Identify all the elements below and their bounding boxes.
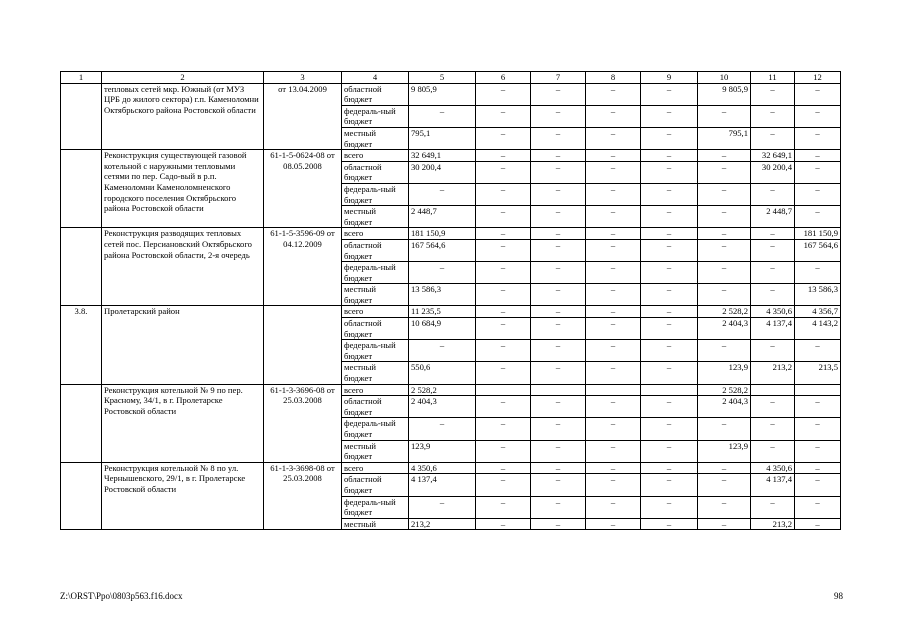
table-row (61, 306, 841, 318)
amount-cell: – (698, 474, 751, 496)
amount-cell: – (586, 239, 641, 261)
amount-cell: 4 137,4 (751, 318, 795, 340)
funding-source: всего (342, 306, 409, 318)
funding-source: местный бюджет (342, 362, 409, 384)
amount-cell: – (476, 262, 531, 284)
column-number: 11 (751, 72, 795, 84)
funding-source: всего (342, 462, 409, 474)
amount-cell: 30 200,4 (409, 161, 476, 183)
funding-source: всего (342, 384, 409, 396)
amount-cell: – (698, 340, 751, 362)
funding-source: всего (342, 228, 409, 240)
amount-cell: – (531, 340, 586, 362)
amount-cell: – (698, 228, 751, 240)
amount-cell: – (586, 318, 641, 340)
amount-cell: – (476, 161, 531, 183)
amount-cell: – (795, 474, 841, 496)
amount-cell: – (531, 228, 586, 240)
funding-source: местный бюджет (342, 284, 409, 306)
funding-source: местный бюджет (342, 206, 409, 228)
funding-source: областной бюджет (342, 161, 409, 183)
column-number: 3 (264, 72, 342, 84)
amount-cell: 2 404,3 (698, 396, 751, 418)
amount-cell: – (641, 418, 698, 440)
amount-cell: – (751, 440, 795, 462)
amount-cell: – (531, 474, 586, 496)
amount-cell: 181 150,9 (795, 228, 841, 240)
amount-cell: – (531, 496, 586, 518)
amount-cell: 2 528,2 (698, 384, 751, 396)
amount-cell: – (586, 418, 641, 440)
amount-cell: 4 350,6 (751, 462, 795, 474)
amount-cell: – (751, 239, 795, 261)
amount-cell: – (586, 284, 641, 306)
amount-cell: – (476, 127, 531, 149)
amount-cell (795, 384, 841, 396)
amount-cell: – (531, 462, 586, 474)
amount-cell: – (586, 183, 641, 205)
funding-source: федераль-ный бюджет (342, 340, 409, 362)
amount-cell: – (641, 127, 698, 149)
amount-cell: – (795, 161, 841, 183)
amount-cell: – (586, 362, 641, 384)
amount-cell: – (795, 496, 841, 518)
amount-cell: – (641, 284, 698, 306)
column-number: 6 (476, 72, 531, 84)
amount-cell: 32 649,1 (751, 150, 795, 162)
amount-cell: – (751, 105, 795, 127)
amount-cell: – (698, 518, 751, 530)
amount-cell: 2 404,3 (698, 318, 751, 340)
amount-cell: 213,2 (409, 518, 476, 530)
amount-cell: – (531, 318, 586, 340)
column-number: 2 (102, 72, 264, 84)
funding-source: федераль-ный бюджет (342, 105, 409, 127)
amount-cell: – (795, 206, 841, 228)
amount-cell: – (409, 183, 476, 205)
amount-cell: 2 528,2 (409, 384, 476, 396)
amount-cell: 4 350,6 (409, 462, 476, 474)
amount-cell: – (795, 105, 841, 127)
amount-cell: – (531, 518, 586, 530)
section-number (61, 384, 102, 462)
amount-cell: – (795, 396, 841, 418)
amount-cell: – (476, 396, 531, 418)
amount-cell: – (641, 83, 698, 105)
amount-cell (641, 384, 698, 396)
amount-cell: – (698, 183, 751, 205)
amount-cell: – (795, 127, 841, 149)
amount-cell: 213,2 (751, 518, 795, 530)
amount-cell: – (641, 474, 698, 496)
amount-cell: 2 448,7 (409, 206, 476, 228)
amount-cell: – (531, 127, 586, 149)
amount-cell (586, 384, 641, 396)
amount-cell: – (641, 206, 698, 228)
amount-cell: 30 200,4 (751, 161, 795, 183)
amount-cell: 167 564,6 (795, 239, 841, 261)
amount-cell: – (476, 418, 531, 440)
amount-cell: 32 649,1 (409, 150, 476, 162)
funding-source: федераль-ный бюджет (342, 496, 409, 518)
amount-cell: – (641, 462, 698, 474)
amount-cell: 123,9 (698, 362, 751, 384)
section-number (61, 462, 102, 530)
amount-cell: – (795, 183, 841, 205)
funding-source: областной бюджет (342, 474, 409, 496)
amount-cell: – (751, 228, 795, 240)
funding-source: областной бюджет (342, 239, 409, 261)
amount-cell: – (531, 239, 586, 261)
amount-cell: – (641, 150, 698, 162)
funding-source: областной бюджет (342, 318, 409, 340)
amount-cell: 213,2 (751, 362, 795, 384)
amount-cell: – (476, 150, 531, 162)
amount-cell: – (476, 284, 531, 306)
amount-cell: – (795, 340, 841, 362)
funding-source: федераль-ный бюджет (342, 183, 409, 205)
amount-cell: 4 356,7 (795, 306, 841, 318)
amount-cell: – (476, 340, 531, 362)
project-document-number: 61-1-5-3596-09 от 04.12.2009 (264, 228, 342, 306)
amount-cell: – (476, 105, 531, 127)
project-name: Реконструкция существующей газовой котельной с наружными тепловыми сетями по пер. Садо-вый в р.п. Каменоломни Каменоломненского городского поселения Октябрьского района Ростовской области (102, 150, 264, 228)
amount-cell: – (409, 105, 476, 127)
amount-cell: – (795, 440, 841, 462)
amount-cell: 2 448,7 (751, 206, 795, 228)
amount-cell: – (751, 496, 795, 518)
amount-cell: – (698, 239, 751, 261)
project-document-number: 61-1-3-3696-08 от 25.03.2008 (264, 384, 342, 462)
amount-cell: – (751, 83, 795, 105)
amount-cell: – (476, 474, 531, 496)
column-number: 8 (586, 72, 641, 84)
funding-source: местный бюджет (342, 127, 409, 149)
amount-cell: – (698, 206, 751, 228)
amount-cell: – (641, 239, 698, 261)
funding-source: федераль-ный бюджет (342, 418, 409, 440)
column-number: 9 (641, 72, 698, 84)
amount-cell: – (531, 284, 586, 306)
amount-cell: – (531, 105, 586, 127)
column-number: 5 (409, 72, 476, 84)
section-number: 3.8. (61, 306, 102, 384)
section-number (61, 150, 102, 228)
amount-cell: – (476, 318, 531, 340)
amount-cell: – (698, 105, 751, 127)
amount-cell: – (476, 183, 531, 205)
project-document-number: 61-1-5-0624-08 от 08.05.2008 (264, 150, 342, 228)
amount-cell: 213,5 (795, 362, 841, 384)
amount-cell: – (586, 396, 641, 418)
amount-cell: 167 564,6 (409, 239, 476, 261)
amount-cell: – (751, 284, 795, 306)
amount-cell: – (795, 418, 841, 440)
amount-cell (531, 384, 586, 396)
amount-cell: – (641, 440, 698, 462)
amount-cell (751, 384, 795, 396)
amount-cell: – (531, 161, 586, 183)
amount-cell: – (586, 462, 641, 474)
amount-cell: – (751, 418, 795, 440)
amount-cell: – (531, 362, 586, 384)
amount-cell (476, 384, 531, 396)
amount-cell: 9 805,9 (698, 83, 751, 105)
funding-source: всего (342, 150, 409, 162)
amount-cell: – (751, 183, 795, 205)
budget-table (60, 71, 841, 530)
amount-cell: – (698, 418, 751, 440)
amount-cell: – (751, 396, 795, 418)
amount-cell: – (476, 440, 531, 462)
footer-page-number: 98 (834, 591, 843, 601)
funding-source: федераль-ный бюджет (342, 262, 409, 284)
amount-cell: – (476, 306, 531, 318)
amount-cell: – (795, 262, 841, 284)
amount-cell: – (641, 183, 698, 205)
amount-cell: – (641, 228, 698, 240)
amount-cell: – (586, 150, 641, 162)
column-number-row (61, 72, 841, 84)
column-number: 10 (698, 72, 751, 84)
amount-cell: 4 143,2 (795, 318, 841, 340)
table-row (61, 150, 841, 162)
amount-cell: – (795, 462, 841, 474)
project-name: тепловых сетей мкр. Южный (от МУЗ ЦРБ до жилого сектора) г.п. Каменоломни Октябрьского района Ростовской области (102, 83, 264, 150)
funding-source: областной бюджет (342, 396, 409, 418)
amount-cell: – (476, 362, 531, 384)
amount-cell: – (476, 239, 531, 261)
amount-cell: 123,9 (409, 440, 476, 462)
amount-cell: – (641, 396, 698, 418)
amount-cell: – (586, 161, 641, 183)
amount-cell: – (476, 228, 531, 240)
project-document-number: от 13.04.2009 (264, 83, 342, 150)
amount-cell: – (586, 262, 641, 284)
amount-cell: – (476, 206, 531, 228)
amount-cell: – (409, 418, 476, 440)
amount-cell: – (751, 340, 795, 362)
column-number: 4 (342, 72, 409, 84)
amount-cell: 2 404,3 (409, 396, 476, 418)
project-name: Реконструкция котельной № 9 по пер. Красному, 34/1, в г. Пролетарске Ростовской области (102, 384, 264, 462)
amount-cell: – (531, 396, 586, 418)
amount-cell: 795,1 (409, 127, 476, 149)
amount-cell: 4 350,6 (751, 306, 795, 318)
amount-cell: – (409, 262, 476, 284)
column-number: 1 (61, 72, 102, 84)
amount-cell: – (586, 518, 641, 530)
amount-cell: 4 137,4 (751, 474, 795, 496)
funding-source: областной бюджет (342, 83, 409, 105)
amount-cell: – (586, 228, 641, 240)
amount-cell: – (751, 127, 795, 149)
amount-cell: – (531, 83, 586, 105)
amount-cell: 10 684,9 (409, 318, 476, 340)
amount-cell: – (586, 83, 641, 105)
amount-cell: – (698, 262, 751, 284)
amount-cell: – (531, 306, 586, 318)
footer-file-path: Z:\ORST\Ppo\0803p563.f16.docx (60, 591, 183, 601)
amount-cell: – (476, 83, 531, 105)
amount-cell: – (698, 284, 751, 306)
amount-cell: 795,1 (698, 127, 751, 149)
amount-cell: 181 150,9 (409, 228, 476, 240)
amount-cell: – (586, 127, 641, 149)
amount-cell: – (751, 262, 795, 284)
section-number (61, 228, 102, 306)
amount-cell: – (586, 340, 641, 362)
amount-cell: – (531, 262, 586, 284)
amount-cell: – (641, 496, 698, 518)
amount-cell: – (409, 496, 476, 518)
amount-cell: 13 586,3 (409, 284, 476, 306)
amount-cell: 550,6 (409, 362, 476, 384)
amount-cell: – (586, 496, 641, 518)
amount-cell: 2 528,2 (698, 306, 751, 318)
amount-cell: – (795, 518, 841, 530)
amount-cell: – (641, 362, 698, 384)
amount-cell: – (531, 183, 586, 205)
amount-cell: – (641, 262, 698, 284)
project-name: Реконструкция котельной № 8 по ул. Чернышевского, 29/1, в г. Пролетарске Ростовской области (102, 462, 264, 530)
section-number (61, 83, 102, 150)
column-number: 12 (795, 72, 841, 84)
amount-cell: – (476, 518, 531, 530)
amount-cell: 123,9 (698, 440, 751, 462)
amount-cell: 11 235,5 (409, 306, 476, 318)
table-row (61, 228, 841, 240)
table-row (61, 384, 841, 396)
amount-cell: – (586, 206, 641, 228)
funding-source: местный (342, 518, 409, 530)
amount-cell: – (698, 462, 751, 474)
amount-cell: 9 805,9 (409, 83, 476, 105)
column-number: 7 (531, 72, 586, 84)
funding-source: местный бюджет (342, 440, 409, 462)
amount-cell: – (641, 105, 698, 127)
amount-cell: – (641, 306, 698, 318)
amount-cell: – (531, 206, 586, 228)
table-row (61, 83, 841, 105)
amount-cell: – (698, 161, 751, 183)
amount-cell: – (641, 340, 698, 362)
amount-cell: – (698, 496, 751, 518)
amount-cell: – (795, 150, 841, 162)
amount-cell: – (531, 418, 586, 440)
amount-cell: – (476, 496, 531, 518)
amount-cell: – (531, 150, 586, 162)
amount-cell: 13 586,3 (795, 284, 841, 306)
amount-cell: – (476, 462, 531, 474)
amount-cell: – (698, 150, 751, 162)
amount-cell: – (641, 518, 698, 530)
amount-cell: – (641, 161, 698, 183)
project-document-number: 61-1-3-3698-08 от 25.03.2008 (264, 462, 342, 530)
amount-cell: – (531, 440, 586, 462)
amount-cell: – (641, 318, 698, 340)
amount-cell: – (586, 306, 641, 318)
amount-cell: 4 137,4 (409, 474, 476, 496)
table-row (61, 462, 841, 474)
amount-cell: – (586, 105, 641, 127)
project-document-number (264, 306, 342, 384)
amount-cell: – (795, 83, 841, 105)
project-name: Пролетарский район (102, 306, 264, 384)
project-name: Реконструкция разводящих тепловых сетей пос. Персиановский Октябрьского района Ростовской области, 2-я очередь (102, 228, 264, 306)
amount-cell: – (586, 474, 641, 496)
amount-cell: – (409, 340, 476, 362)
amount-cell: – (586, 440, 641, 462)
